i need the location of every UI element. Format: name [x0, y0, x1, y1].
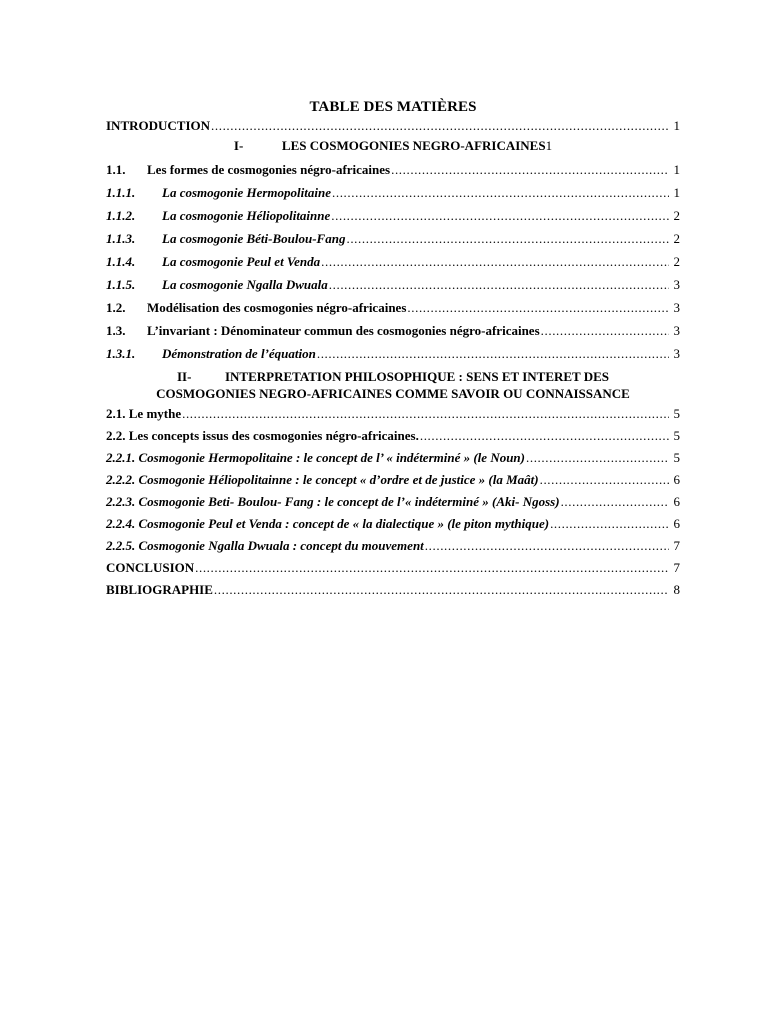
toc-entry-2-2-5[interactable] — [106, 538, 680, 560]
toc-entry-number: 1.1. — [106, 162, 126, 177]
toc-title: TABLE DES MATIÈRES — [309, 99, 477, 115]
toc-entry-2-2-4[interactable] — [106, 516, 680, 538]
toc-entry-number: II- — [176, 369, 192, 384]
toc-entry-1-1-1[interactable] — [106, 185, 680, 208]
toc-entry-label: LES COSMOGONIES NEGRO-AFRICAINES — [281, 138, 546, 153]
toc-entry-label: INTERPRETATION PHILOSOPHIQUE : SENS ET INTERET DES — [224, 369, 610, 384]
toc-page-number: 3 — [673, 346, 680, 361]
toc-entry-label: 2.2.5. Cosmogonie Ngalla Dwuala : concept du mouvement — [106, 538, 424, 553]
toc-entry-2-2-2[interactable] — [106, 472, 680, 494]
dot-leader — [332, 185, 669, 201]
dot-leader — [561, 494, 669, 510]
toc-page-number: 2 — [673, 254, 680, 269]
toc-entry-1-1-4[interactable] — [106, 254, 680, 277]
toc-entry-label: CONCLUSION — [106, 560, 195, 575]
toc-page-number: 1 — [545, 138, 553, 153]
toc-page-number: 7 — [673, 538, 680, 553]
toc-entry-label-part: « d’ordre et de justice » — [359, 472, 486, 487]
toc-entry-2-1[interactable] — [106, 406, 680, 428]
dot-leader — [541, 323, 669, 339]
toc-entry-label: La cosmogonie Héliopolitainne — [162, 208, 331, 223]
dot-leader — [526, 450, 669, 466]
toc-entry-1-2[interactable] — [106, 300, 680, 323]
toc-page-number: 1 — [673, 185, 680, 200]
toc-entry-label: La cosmogonie Hermopolitaine — [162, 185, 331, 200]
toc-entry-label-part: le concept de l’ « indéterminé » (le Noun) — [303, 450, 525, 465]
toc-entry-number: 1.1.3. — [106, 231, 136, 246]
toc-page-number: 5 — [673, 450, 680, 465]
toc-entry-label — [106, 494, 560, 510]
dot-leader — [420, 428, 669, 444]
toc-entry-1-1-3[interactable] — [106, 231, 680, 254]
toc-entry-label: 2.2. Les concepts issus des cosmogonies négro-africaines. — [106, 428, 419, 443]
toc-page-number: 2 — [673, 231, 680, 246]
toc-entry-label: Modélisation des cosmogonies négro-africaines — [147, 300, 407, 315]
dot-leader — [407, 300, 669, 316]
toc-entry-number: 1.1.1. — [106, 185, 136, 200]
dot-leader — [425, 538, 669, 554]
toc-entry-2-2-1[interactable] — [106, 450, 680, 472]
toc-page-number: 7 — [673, 560, 680, 575]
toc-entry-label: Les formes de cosmogonies négro-africaines — [147, 162, 391, 177]
toc-section-heading-line: COSMOGONIES NEGRO-AFRICAINES COMME SAVOIR OU CONNAISSANCE — [156, 386, 630, 401]
toc-entry-number: I- — [233, 138, 244, 153]
toc-entry-1-3[interactable] — [106, 323, 680, 346]
dot-leader — [346, 231, 669, 247]
toc-entry-label-part: le concept de l’« indéterminé » (Aki- Ngoss) — [324, 494, 560, 509]
toc-entry-label-part: 2.2.2. Cosmogonie Héliopolitainne : le concept — [106, 472, 360, 487]
toc-entry-label: 2.2.4. Cosmogonie Peul et Venda : concept de « la dialectique » (le piton mythique) — [106, 516, 550, 531]
dot-leader — [391, 162, 669, 178]
toc-entry-label: L’invariant : Dénominateur commun des cosmogonies négro-africaines — [147, 323, 540, 338]
dot-leader — [550, 516, 669, 532]
toc-section-heading-line — [106, 368, 680, 385]
toc-page-number: 3 — [673, 277, 680, 292]
toc-entry-1-1[interactable] — [106, 162, 680, 185]
toc-entry-label: INTRODUCTION — [106, 118, 211, 133]
toc-entry-label: La cosmogonie Béti-Boulou-Fang — [162, 231, 346, 246]
toc-page-number: 6 — [673, 494, 680, 509]
toc-entry-number: 1.3.1. — [106, 346, 136, 361]
toc-page-number: 3 — [673, 323, 680, 338]
toc-entry-bibliographie[interactable] — [106, 582, 680, 604]
dot-leader — [214, 582, 669, 598]
toc-page-number: 1 — [673, 118, 680, 133]
toc-entry-label: Démonstration de l’équation — [162, 346, 316, 361]
toc-page-number: 6 — [673, 472, 680, 487]
toc-entry-1-1-2[interactable] — [106, 208, 680, 231]
dot-leader — [195, 560, 669, 576]
toc-entry-label — [106, 472, 539, 488]
toc-entry-number: 1.1.5. — [106, 277, 136, 292]
toc-entry-1-1-5[interactable] — [106, 277, 680, 300]
toc-entry-conclusion[interactable] — [106, 560, 680, 582]
toc-entry-label-part: 2.2.1. Cosmogonie Hermopolitaine : — [106, 450, 304, 465]
toc-entry-label — [106, 450, 525, 466]
toc-entry-number: 1.2. — [106, 300, 126, 315]
toc-page-number: 5 — [673, 406, 680, 421]
toc-page-number: 2 — [673, 208, 680, 223]
toc-entry-introduction[interactable] — [106, 118, 680, 135]
dot-leader — [329, 277, 669, 293]
toc-entry-label: 2.1. Le mythe — [106, 406, 182, 421]
toc-page-number: 1 — [673, 162, 680, 177]
toc-entry-number: 1.1.4. — [106, 254, 136, 269]
dot-leader — [321, 254, 669, 270]
toc-page-number: 5 — [673, 428, 680, 443]
dot-leader — [182, 406, 669, 422]
toc-entry-label: BIBLIOGRAPHIE — [106, 582, 213, 597]
toc-section-heading-2[interactable] — [106, 368, 680, 406]
toc-entry-1-3-1[interactable] — [106, 346, 680, 369]
table-of-contents — [106, 98, 680, 604]
toc-entry-label-part: 2.2.3. Cosmogonie Beti- Boulou- Fang : — [106, 494, 325, 509]
dot-leader — [331, 208, 669, 224]
toc-page-number: 3 — [673, 300, 680, 315]
toc-entry-2-2[interactable] — [106, 428, 680, 450]
toc-entry-2-2-3[interactable] — [106, 494, 680, 516]
toc-section-heading-1[interactable] — [106, 135, 680, 157]
toc-page-number: 8 — [673, 582, 680, 597]
dot-leader — [211, 118, 669, 134]
toc-entry-label-part: (la Maât) — [485, 472, 539, 487]
toc-page-number: 6 — [673, 516, 680, 531]
toc-entry-number: 1.3. — [106, 323, 126, 338]
dot-leader — [540, 472, 669, 488]
toc-entry-label: La cosmogonie Peul et Venda — [162, 254, 321, 269]
toc-entry-number: 1.1.2. — [106, 208, 136, 223]
toc-entry-label: La cosmogonie Ngalla Dwuala — [162, 277, 328, 292]
dot-leader — [317, 346, 669, 362]
